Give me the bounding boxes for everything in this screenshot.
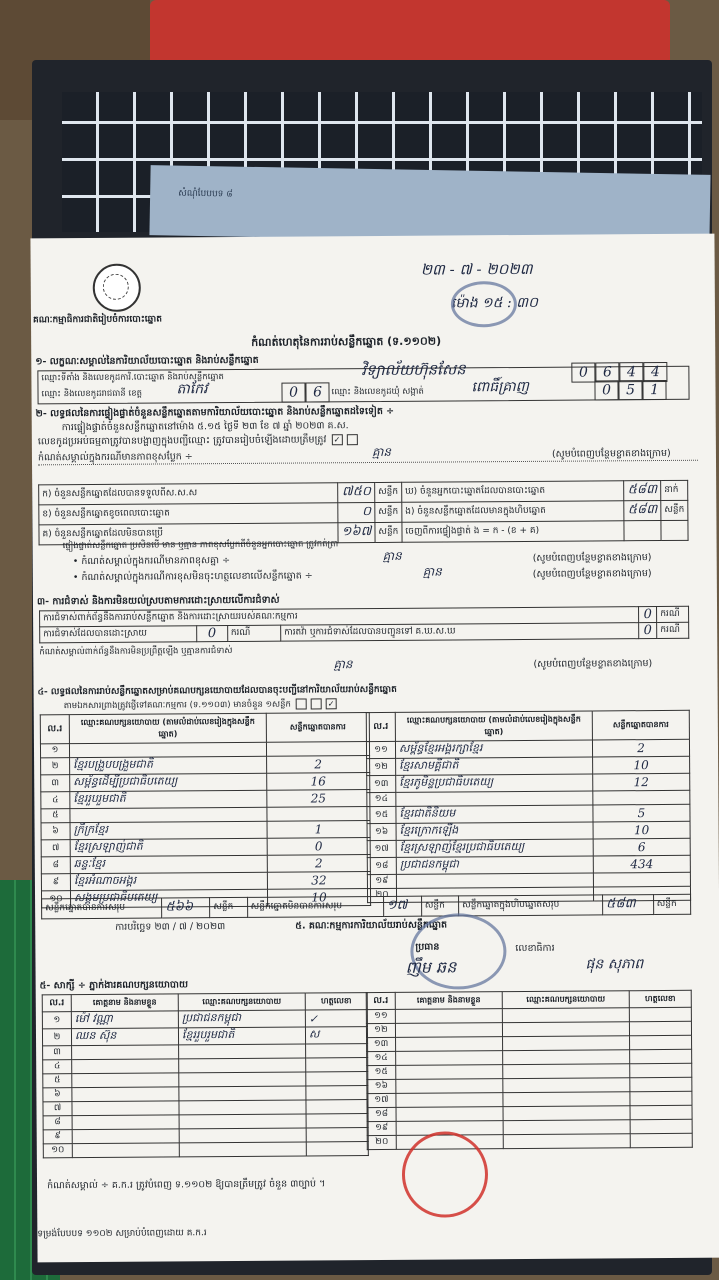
province-code (281, 382, 329, 402)
row-number: ១៣ (367, 1037, 396, 1051)
commune-code (594, 380, 666, 401)
witness-name (72, 1101, 179, 1116)
count-label: គ) ចំនួនសន្លឹកឆ្នោតដែលមិនបានប្រើ (39, 523, 338, 545)
party-name: ខ្មែរបង្រួបបង្រួមជាតិ (70, 756, 267, 774)
count-value: ០ (338, 503, 375, 523)
table-row: ការជំទាស់ដែលបានដោះស្រាយ 0 ករណី ការតវ៉ា ឬការជំទាស់ដែលបានបញ្ជូនទៅ គ.ឃ.ស.ឃ 0 ករណី (40, 622, 689, 643)
row-number: ២០ (367, 1135, 396, 1149)
handwritten-date: ២៣ - ៧ - ២០២៣ (420, 259, 533, 279)
bullet2-hint: (សូមបំពេញបន្ថែមខ្លាតខាងក្រោម) (532, 568, 652, 580)
rule-text: ផ្ទៀងផ្ទាត់សន្លឹកឆ្នោត ប្រសិនបើ មាន ឬគ្មាន ភាពខុសប្លែកពីចំនួនអ្នកបោះឆ្នោត ត្រូវកត់ត្រា (62, 539, 339, 552)
commune-code-digit: 5 (618, 380, 642, 400)
section2-note-label: កំណត់សម្គាល់ក្នុងករណីមានភាពខុសប្លែក ÷ (37, 451, 193, 464)
row-number: ១២ (366, 1023, 395, 1037)
witness-name (396, 1107, 503, 1122)
row-number: ៣ (43, 1046, 72, 1060)
witness-signature: ✓ (305, 1010, 367, 1027)
vote-count (267, 807, 370, 822)
committee-line: ៥. គណៈកម្មការការិយាល័យរាប់សន្លឹកឆ្នោត (295, 919, 448, 932)
row-number: ១១ (366, 1009, 395, 1023)
section5-title: ៥- សាក្សី ÷ ភ្នាក់ងារគណបក្សនយោបាយ (39, 979, 189, 992)
witness-party (179, 1128, 306, 1143)
station-code-digit: 4 (619, 362, 643, 382)
section3-note-hint: (សូមបំពេញបន្ថែមខ្លាតខាងក្រោម) (533, 658, 653, 670)
section1-title: ១- លក្ខណៈសម្គាល់នៃការិយាល័យបោះឆ្នោត និងរាប់សន្លឹកឆ្នោត (35, 354, 259, 368)
president-signature: ញឹម ឆន (405, 957, 457, 977)
table-row: ការជំទាស់ពាក់ព័ន្ធនឹងការរាប់សន្លឹកឆ្នោត និងការដោះស្រាយរបស់គណៈកម្មការ 0 ករណី (40, 606, 689, 627)
province-label: ឈ្មោះ និងលេខកូដរាជធានី ខេត្ត (41, 388, 143, 400)
vote-count: 2 (267, 855, 370, 873)
party-name: សម្ព័ន្ធខ្មែរអង្គរក្សាខ្មែរ (395, 740, 592, 758)
row-number: ១៨ (367, 1107, 396, 1121)
party-name: សង្គមប្រជាធិបតេយ្យ (70, 889, 267, 907)
blue-sheet-text: សំណុំបែបបទ ៨ (178, 188, 233, 200)
witness-party (503, 1106, 630, 1121)
party-name: ខ្មែរស្រឡាញ់ជាតិ (70, 838, 267, 856)
witness-name (72, 1143, 179, 1158)
total-label: សន្លឹកឆ្នោតក្នុងហិបឆ្នោតសរុប (459, 895, 603, 916)
bullet2-label: • កំណត់សម្គាល់ក្នុងករណីការខុសមិនចុះហត្ថលេខាលើសន្លឹកឆ្នោត ÷ (72, 570, 313, 584)
section3-title: ៣- ការជំទាស់ និងការមិនយល់ស្របតាមការដោះស្រាយលើការជំទាស់ (36, 594, 280, 608)
bullet1-hint: (សូមបំពេញបន្ថែមខ្លាតខាងក្រោម) (532, 552, 652, 564)
witness-party (179, 1086, 306, 1101)
objection-value: 0 (639, 623, 657, 639)
row-number: ១០ (43, 1144, 72, 1158)
count-label: ខ) ចំនួនសន្លឹកឆ្នោតខូចពេលបោះឆ្នោត (39, 503, 338, 525)
bullet2-value: គ្មាន (422, 564, 442, 579)
invalid-label: សន្លឹកឆ្នោតមិនបានការសរុប (247, 896, 383, 917)
table-header: ល.រ ឈ្មោះគណបក្សនយោបាយ (តាមលំដាប់លេខរៀងក្នុងសន្លឹកឆ្នោត) សន្លឹកឆ្នោតបានការ (40, 713, 369, 744)
row-number: ១៥ (367, 1065, 396, 1079)
row-number: ៧ (43, 1102, 72, 1116)
objection-label: ការជំទាស់ពាក់ព័ន្ធនឹងការរាប់សន្លឹកឆ្នោត និងការដោះស្រាយរបស់គណៈកម្មការ (40, 607, 639, 627)
vote-count: 6 (593, 838, 690, 856)
witness-party: ប្រជាជនកម្ពុជា (178, 1010, 305, 1028)
row-number: ៦ (41, 823, 70, 840)
witness-party (503, 1064, 630, 1079)
witness-party (179, 1058, 306, 1073)
station-code-digit: 4 (643, 362, 667, 382)
row-number: ១ (42, 1012, 71, 1029)
witness-signature (306, 1128, 368, 1142)
row-number: ១១ (366, 741, 395, 758)
row-number: ១៤ (367, 792, 396, 806)
section2-title: ២- លទ្ធផលនៃការផ្ទៀងផ្ទាត់ចំនួនសន្លឹកឆ្នោតតាមការិយាល័យបោះឆ្នោត និងរាប់សន្លឹកឆ្នោតដទៃទៀត ÷ (35, 405, 395, 420)
row-number: ៨ (41, 857, 70, 874)
row-number: ៩ (41, 874, 70, 891)
objection-label: ការតវ៉ា ឬការជំទាស់ដែលបានបញ្ជូនទៅ គ.ឃ.ស.ឃ (281, 623, 639, 641)
party-name: ខ្មែរជាតិនិយម (396, 805, 593, 823)
witness-party: ខ្មែររួបរួមជាតិ (178, 1027, 305, 1045)
date-line: ការបរិច្ឆេទ ២៣ / ៧ / ២០២៣ (115, 921, 226, 933)
table-row: ក) ចំនួនសន្លឹកឆ្នោតដែលបានទទួលពីស.ស.ស ៧៥០ សន្លឹក ឃ) ចំនួនអ្នកបោះឆ្នោតដែលបានបោះឆ្នោត ៥៨៣ នាក់ (39, 480, 688, 505)
row-number: ៤ (41, 792, 70, 809)
witness-name (396, 1079, 503, 1094)
red-official-stamp (402, 1131, 489, 1218)
party-name (396, 873, 593, 888)
vote-count: 10 (267, 889, 370, 907)
row-number: ១៩ (367, 1121, 396, 1135)
section2-note-value: គ្មាន (371, 444, 392, 460)
row-number: ១២ (367, 758, 396, 775)
row-number: ១៥ (367, 806, 396, 823)
witness-party (179, 1114, 306, 1129)
row-number: ១៦ (367, 1079, 396, 1093)
party-name: សម្ព័ន្ធដើម្បីប្រជាធិបតេយ្យ (70, 773, 267, 791)
row-number: ៩ (43, 1130, 72, 1144)
witness-party (179, 1072, 306, 1087)
witness-party (179, 1142, 306, 1157)
party-name: ក្រីក្រខ្មែរ (70, 821, 267, 839)
party-name: ខ្មែរភូមិន្ទប្រជាធិបតេយ្យ (396, 774, 593, 792)
party-name: ខ្មែរក្រោកឡើង (396, 822, 593, 840)
witness-signature: ស (305, 1027, 367, 1044)
witness-party (503, 1050, 630, 1065)
witness-name (72, 1059, 179, 1074)
row-number: ១៩ (367, 874, 396, 888)
valid-label: សន្លឹកឆ្នោតបានការសរុប (42, 898, 162, 919)
row-number: ២ (42, 1029, 71, 1046)
ballot-count-table (38, 480, 688, 546)
table-row (43, 1142, 368, 1158)
witness-name (72, 1045, 179, 1060)
count-label: ឃ) ចំនួនអ្នកបោះឆ្នោតដែលបានបោះឆ្នោត (402, 481, 625, 503)
witness-signature (629, 1007, 691, 1021)
row-number: ៧ (41, 840, 70, 857)
vote-count: 12 (593, 773, 690, 791)
count-value: ១៦៧ (338, 523, 375, 543)
count-value: ៥៨៣ (624, 481, 661, 501)
province-code-digit: 6 (305, 382, 329, 402)
valid-value: ៥៦៦ (162, 898, 210, 918)
party-name (70, 807, 267, 822)
witness-signature (630, 1133, 692, 1147)
witness-party (502, 1022, 629, 1037)
station-code-digit: 6 (595, 362, 619, 382)
objection-value: 0 (639, 607, 657, 623)
witness-signature (630, 1063, 692, 1077)
vote-count: 2 (267, 756, 370, 774)
count-label: ក) ចំនួនសន្លឹកឆ្នោតដែលបានទទួលពីស.ស.ស (39, 483, 338, 505)
section4-title: ៤- លទ្ធផលនៃការរាប់សន្លឹកឆ្នោតសម្រាប់គណបក្សនយោបាយដែលបានចុះបញ្ជីនៅការិយាល័យរាប់សន្លឹកឆ្នោត (37, 684, 397, 698)
witness-signature (630, 1077, 692, 1091)
witness-party (503, 1120, 630, 1135)
witness-signature (306, 1044, 368, 1058)
witness-name (396, 1051, 503, 1066)
commune-label: ឈ្មោះ និងលេខកូដឃុំ សង្កាត់ (331, 386, 424, 398)
vote-count: 16 (267, 773, 370, 791)
party-name: ខ្មែរអំណាចអង្គរ (70, 872, 267, 890)
total-value: ៥៨៣ (603, 895, 654, 915)
vote-count: 1 (267, 821, 370, 839)
vote-count (593, 872, 690, 887)
witness-name (72, 1129, 179, 1144)
witness-signature (630, 1035, 692, 1049)
section4-subtitle: តាមឯកសារព្រាងត្រូវផ្ញើទៅគណៈកម្មការ (ទ.១១០៣) មានចំនួន ១សន្លឹក ✓ (64, 698, 339, 712)
witness-signature (306, 1086, 368, 1100)
committee-name: គណៈកម្មាធិការជាតិរៀបចំការបោះឆ្នោត (32, 314, 162, 326)
witness-party (503, 1134, 630, 1149)
witness-party (503, 1078, 630, 1093)
province-value: តាកែវ (176, 381, 208, 398)
section2-line2: លេខកូដប្រអប់ធម្មតាត្រូវបានបង្ហាញក្នុងបញ្ជីឈ្មោះ ត្រូវបានរៀបចំឡើងដោយត្រឹមត្រូវ ✓ (38, 434, 360, 448)
witness-signature (306, 1114, 368, 1128)
table-header: ល.រ គោត្តនាម និងនាមខ្លួន ឈ្មោះគណបក្សនយោបាយ ហត្ថលេខា (42, 993, 367, 1012)
footnote: កំណត់សម្គាល់ ÷ គ.ក.រ ត្រូវបំពេញ ទ.១១០២ ឱ្យបានត្រឹមត្រូវ ចំនួន ៣ច្បាប់ ។ (47, 1178, 326, 1192)
province-code-digit: 0 (281, 382, 305, 402)
form-title: កំណត់ហេតុនៃការរាប់សន្លឹកឆ្នោត (ទ.១១០២) (251, 334, 442, 349)
bullet1-label: • កំណត់សម្គាល់ក្នុងករណីមានភាពខុសគ្នា ÷ (72, 555, 231, 568)
witness-signature (630, 1119, 692, 1133)
station-value: វិទ្យាល័យហ៊ុនសែន (361, 360, 466, 380)
count-value: ៥៨៣ (624, 501, 661, 521)
bottom-note: ទម្រង់បែបបទ ១១០២ សម្រាប់បំពេញដោយ គ.ក.រ (37, 1228, 207, 1240)
party-name: ឆន្ទៈខ្មែរ (70, 855, 267, 873)
row-number: ១៧ (367, 840, 396, 857)
witness-table-right (366, 990, 693, 1150)
vote-count: 0 (267, 838, 370, 856)
party-name (396, 791, 593, 806)
objection-value: 0 (197, 626, 228, 642)
row-number: ១០ (41, 891, 70, 908)
commune-value: ពោធិ៍គ្រាញ (471, 378, 530, 396)
count-value: ៧៥០ (338, 483, 375, 503)
row-number: ៣ (41, 775, 70, 792)
section2-line1: ការផ្ទៀងផ្ទាត់ចំនួនសន្លឹកឆ្នោតនៅម៉ោង ៥.១៥ ថ្ងៃទី ២៣ ខែ ៧ ឆ្នាំ ២០២៣ គ.ស. (61, 420, 349, 434)
invalid-value: ១៧ (383, 896, 421, 916)
vote-count (593, 790, 690, 805)
party-name: ប្រជាជនកម្ពុជា (396, 856, 593, 874)
witness-table-left (42, 992, 369, 1158)
president-label: ប្រធាន (415, 941, 440, 953)
section3-note-value: គ្មាន (333, 657, 353, 672)
bullet1-value: គ្មាន (382, 548, 402, 563)
witness-name: ឈន ស៊ុន (71, 1028, 178, 1046)
secretary-signature: ផុន សុភាព (585, 956, 644, 973)
row-number: ២ (41, 758, 70, 775)
vote-count: 10 (593, 821, 690, 839)
vote-count: 32 (267, 872, 370, 890)
no-checkbox[interactable] (346, 434, 357, 445)
party-name (69, 742, 266, 757)
votes-table-right (366, 710, 691, 903)
row-number: ១៧ (367, 1093, 396, 1107)
witness-party (179, 1044, 306, 1059)
witness-signature (629, 1021, 691, 1035)
election-form-document (30, 234, 719, 1263)
vote-count: 10 (593, 756, 690, 774)
section3-note: កំណត់សម្គាល់ពាក់ព័ន្ធនឹងការមិនប្រព្រឹត្តឡើង ឬគ្មានការជំទាស់ (39, 646, 233, 658)
row-number: ៨ (43, 1116, 72, 1130)
yes-checkbox[interactable]: ✓ (331, 434, 342, 445)
row-number: ១៦ (367, 823, 396, 840)
row-number: ១៣ (367, 775, 396, 792)
witness-name (396, 1037, 503, 1052)
party-name: ខ្មែររួបរួមជាតិ (70, 790, 267, 808)
objection-table (39, 606, 689, 644)
witness-signature (630, 1105, 692, 1119)
witness-party (179, 1100, 306, 1115)
witness-signature (306, 1058, 368, 1072)
table-row (42, 1027, 367, 1046)
table-header: ល.រ ឈ្មោះគណបក្សនយោបាយ (តាមលំដាប់លេខរៀងក្នុងសន្លឹកឆ្នោត) សន្លឹកឆ្នោតបានការ (366, 710, 689, 741)
totals-row (41, 894, 691, 920)
count-label: ចេញពីការផ្ទៀងផ្ទាត់ ង = ក - (ខ + គ) (402, 521, 625, 543)
table-header: ល.រ គោត្តនាម និងនាមខ្លួន ឈ្មោះគណបក្សនយោបាយ ហត្ថលេខា (366, 990, 691, 1009)
handwritten-time: ម៉ោង ១៥ : ៣០ (450, 294, 539, 312)
row-number: ៥ (43, 1074, 72, 1088)
witness-signature (630, 1049, 692, 1063)
party-name: ខ្មែរស្រឡាញ់ខ្មែរប្រជាធិបតេយ្យ (396, 839, 593, 857)
witness-name (396, 1093, 503, 1108)
table-row: ខ) ចំនួនសន្លឹកឆ្នោតខូចពេលបោះឆ្នោត ០ សន្លឹក ង) ចំនួនសន្លឹកឆ្នោតដែលមានក្នុងហិបឆ្នោត ៥៨៣ សន្លឹក (39, 500, 688, 525)
blue-sheet (149, 165, 710, 245)
row-number: ២០ (367, 888, 396, 902)
witness-signature (630, 1091, 692, 1105)
secretary-label: លេខាធិការ (515, 942, 555, 955)
station-label: ឈ្មោះទីតាំង និងលេខកូដការិ.បោះឆ្នោត និងរាប់សន្លឹកឆ្នោត (41, 372, 224, 384)
witness-signature (306, 1142, 368, 1156)
table-row: សន្លឹកឆ្នោតបានការសរុប ៥៦៦ សន្លឹក សន្លឹកឆ្នោតមិនបានការសរុប ១៧ សន្លឹក សន្លឹកឆ្នោតក្នុងហិបឆ្នោតសរុប ៥៨៣ សន្លឹក (42, 894, 691, 919)
row-number: ៤ (43, 1060, 72, 1074)
row-number: ១៤ (367, 1051, 396, 1065)
witness-party (503, 1092, 630, 1107)
count-label: ង) ចំនួនសន្លឹកឆ្នោតដែលមានក្នុងហិបឆ្នោត (402, 501, 625, 523)
vote-count (266, 742, 369, 757)
witness-name (395, 1009, 502, 1024)
witness-name (395, 1023, 502, 1038)
witness-name (72, 1073, 179, 1088)
witness-party (502, 1008, 629, 1023)
row-number: ៦ (43, 1088, 72, 1102)
checked-box[interactable]: ✓ (326, 698, 337, 709)
commune-code-digit: 1 (642, 380, 666, 400)
witness-name (396, 1065, 503, 1080)
row-number: ១ (40, 744, 69, 758)
witness-name (72, 1087, 179, 1102)
row-number: ៥ (41, 809, 70, 823)
witness-name (72, 1115, 179, 1130)
witness-signature (306, 1072, 368, 1086)
table-row: គ) ចំនួនសន្លឹកឆ្នោតដែលមិនបានប្រើ ១៦៧ សន្លឹក ចេញពីការផ្ទៀងផ្ទាត់ ង = ក - (ខ + គ) (39, 520, 688, 545)
vote-count: 5 (593, 804, 690, 822)
party-name: ខ្មែរសាមគ្គីជាតិ (396, 757, 593, 775)
vote-count: 25 (267, 790, 370, 808)
witness-signature (306, 1100, 368, 1114)
vote-count: 2 (592, 739, 689, 757)
vote-count: 434 (593, 855, 690, 873)
witness-party (503, 1036, 630, 1051)
section2-note-hint: (សូមបំពេញបន្ថែមខ្លាតខាងក្រោម) (551, 447, 671, 460)
objection-label: ការជំទាស់ដែលបានដោះស្រាយ (40, 626, 197, 643)
witness-name: ម៉ៅ វណ្ណា (71, 1011, 178, 1029)
row-number: ១៨ (367, 857, 396, 874)
commune-code-digit: 0 (594, 380, 618, 400)
votes-table-left (40, 712, 371, 908)
committee-logo (93, 264, 141, 312)
blue-stamp-top (451, 281, 517, 327)
station-code-digit: 0 (571, 362, 595, 382)
